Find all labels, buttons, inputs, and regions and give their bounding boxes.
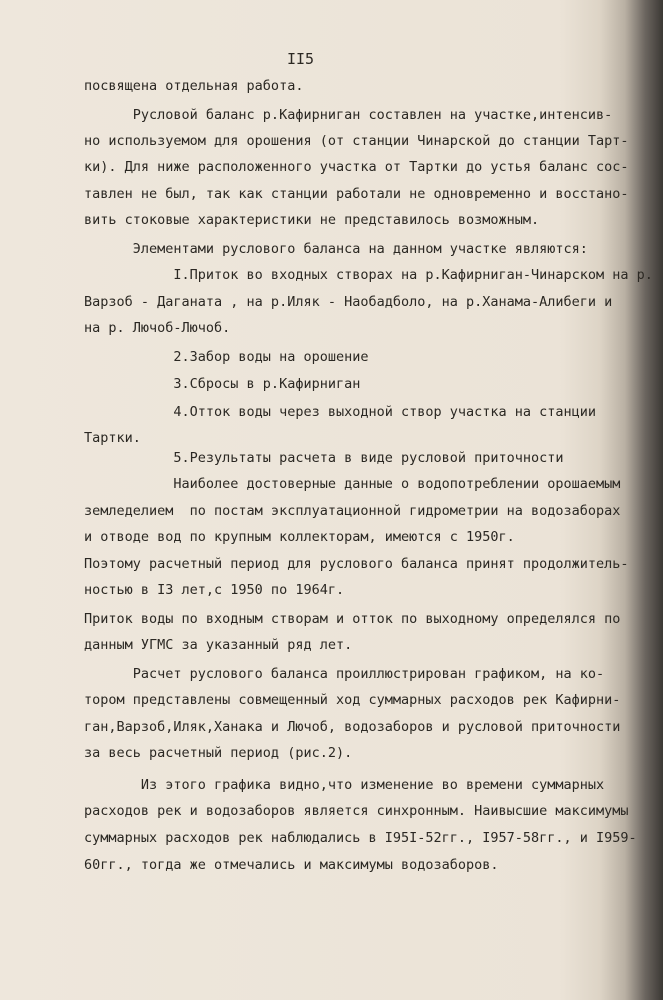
list-item-line: 5.Результаты расчета в виде русловой приточности [84, 450, 564, 466]
text-line: Расчет руслового баланса проиллюстрирован графиком, на ко- [84, 666, 605, 682]
text-line: и отводе вод по крупным коллекторам, имеются с 1950г. [84, 529, 515, 545]
text-line: расходов рек и водозаборов является синхронным. Наивысшие максимумы [84, 803, 629, 819]
text-line: Варзоб - Даганата , на р.Иляк - Наобадболо, на р.Ханама-Алибеги и [84, 294, 613, 310]
text-line: суммарных расходов рек наблюдались в I95I-52гг., I957-58гг., и I959- [84, 830, 637, 846]
text-line: Тартки. [84, 430, 141, 446]
page-number: II5 [287, 50, 315, 68]
text-line: Поэтому расчетный период для руслового баланса принят продолжитель- [84, 556, 629, 572]
text-line: за весь расчетный период (рис.2). [84, 745, 353, 761]
text-line: Элементами руслового баланса на данном участке являются: [84, 241, 588, 257]
text-line: ки). Для ниже расположенного участка от Тартки до устья баланс сос- [84, 159, 629, 175]
list-item-line: 3.Сбросы в р.Кафирниган [84, 376, 361, 392]
text-line: ностью в I3 лет,с 1950 по 1964г. [84, 582, 345, 598]
list-item-line: 2.Забор воды на орошение [84, 349, 369, 365]
text-line: Наиболее достоверные данные о водопотреблении орошаемым [84, 476, 621, 492]
text-line: на р. Лючоб-Лючоб. [84, 320, 231, 336]
text-line: посвящена отдельная работа. [84, 78, 304, 94]
text-line: вить стоковые характеристики не представилось возможным. [84, 212, 540, 228]
text-line: тором представлены совмещенный ход суммарных расходов рек Кафирни- [84, 692, 621, 708]
list-item-line: I.Приток во входных створах на р.Кафирниган-Чинарском на р. [84, 267, 653, 283]
list-item-line: 4.Отток воды через выходной створ участка на станции [84, 404, 597, 420]
text-line: Приток воды по входным створам и отток по выходному определялся по [84, 611, 621, 627]
text-line: ган,Варзоб,Иляк,Ханака и Лючоб, водозаборов и русловой приточности [84, 719, 621, 735]
text-line: тавлен не был, так как станции работали не одновременно и восстано- [84, 186, 629, 202]
text-line: Русловой баланс р.Кафирниган составлен на участке,интенсив- [84, 107, 613, 123]
text-line: 60гг., тогда же отмечались и максимумы водозаборов. [84, 857, 499, 873]
text-line: но используемом для орошения (от станции Чинарской до станции Тарт- [84, 133, 629, 149]
text-line: Из этого графика видно,что изменение во времени суммарных [84, 777, 605, 793]
text-line: данным УГМС за указанный ряд лет. [84, 637, 353, 653]
text-line: земледелием по постам эксплуатационной гидрометрии на водозаборах [84, 503, 621, 519]
